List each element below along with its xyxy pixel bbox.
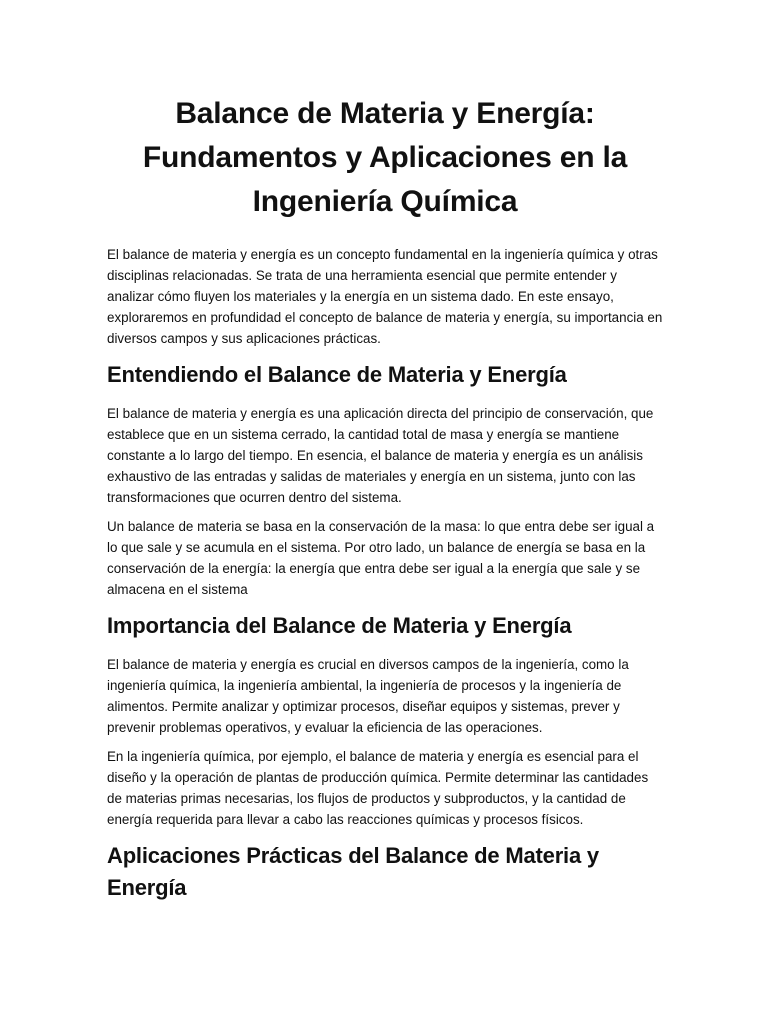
section-paragraph: El balance de materia y energía es crucial en diversos campos de la ingeniería, como la ingeniería química, la ingeniería ambiental, la ingeniería de procesos y la ingeniería de alimentos. Permite analizar y optimizar procesos, diseñar equipos y sistemas, prever y prevenir problemas operativos, y evaluar la eficiencia de las operaciones. (107, 657, 629, 735)
section-heading-importancia: Importancia del Balance de Materia y Energía (107, 613, 572, 638)
section-heading-aplicaciones: Aplicaciones Prácticas del Balance de Materia y Energía (107, 843, 599, 900)
section-paragraph: El balance de materia y energía es una aplicación directa del principio de conservación, que establece que en un sistema cerrado, la cantidad total de masa y energía se mantiene constante a lo largo del tiempo. En esencia, el balance de materia y energía es un análisis exhaustivo de las entradas y salidas de materiales y energía en un sistema, junto con las transformaciones que ocurren dentro del sistema. (107, 406, 654, 505)
section-paragraph: En la ingeniería química, por ejemplo, el balance de materia y energía es esencial para el diseño y la operación de plantas de producción química. Permite determinar las cantidades de materias primas necesarias, los flujos de productos y subproductos, y la cantidad de energía requerida para llevar a cabo las reacciones químicas y procesos físicos. (107, 749, 649, 827)
intro-paragraph: El balance de materia y energía es un concepto fundamental en la ingeniería química y otras disciplinas relacionadas. Se trata de una herramienta esencial que permite entender y analizar cómo fluyen los materiales y la energía en un sistema dado. En este ensayo, exploraremos en profundidad el concepto de balance de materia y energía, su importancia en diversos campos y sus aplicaciones prácticas. (107, 247, 663, 346)
document-title: Balance de Materia y Energía: Fundamentos y Aplicaciones en la Ingeniería Química (142, 97, 628, 218)
section-heading-entendiendo: Entendiendo el Balance de Materia y Energía (107, 362, 567, 387)
document-page (107, 92, 663, 916)
section-paragraph: Un balance de materia se basa en la conservación de la masa: lo que entra debe ser igual a lo que sale y se acumula en el sistema. Por otro lado, un balance de energía se basa en la conservación de la energía: la energía que entra debe ser igual a la energía que sale y se almacena en el sistema (107, 519, 655, 597)
